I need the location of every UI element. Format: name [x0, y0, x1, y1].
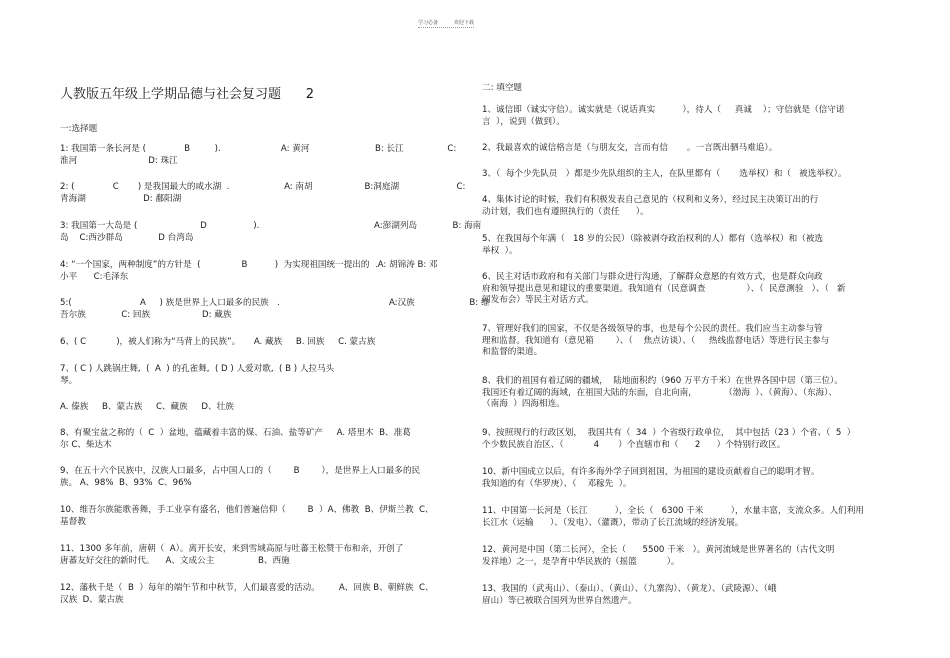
fill-question-3: 3、（ 每个少先队员 ）都是少先队组织的主人，在队里都有（ 选举权）和（ 被选举权）。: [482, 169, 847, 179]
choice-question-1: 1: 我国第一条长河是 ( B ). A: 黄河 B: 长江 C: 淮河 D: 珠江: [60, 144, 457, 166]
choice-question-6: 6、( C )，被人们称为“马背上的民族”。 A. 藏族 B. 回族 C. 蒙古族: [60, 337, 376, 347]
fill-question-13: 13、我国的（武夷山）、（泰山）、（黄山）、（九寨沟）、（黄龙）、（武陵源）、（峨 眉山）等已被联合国列为世界自然遗产。: [482, 584, 777, 606]
fill-question-1: 1、诚信即（诚实守信）。诚实就是（说话真实 ），待人（ 真诚 ）；守信就是（信守诺 言 ），说到（做到）。: [482, 105, 845, 127]
choice-question-3: 3: 我国第一大岛是 ( D ). A:澎湖列岛 B: 海南 岛 C:西沙群岛 D 台湾岛: [60, 221, 482, 243]
fill-question-12: 12、黄河是中国（第二长河），全长（ 5500 千米 ）。黄河流域是世界著名的（古代文明 发祥地）之一，是孕育中华民族的（摇篮 ）。: [482, 545, 835, 567]
choice-question-10: 10、维吾尔族能歌善舞，手工业享有盛名，他们普遍信仰（ B ）A、佛教 B、伊斯兰教 C、 基督教: [60, 505, 434, 527]
choice-question-8: 8、有聚宝盆之称的（ C ）盆地，蕴藏着丰富的煤、石油、盐等矿产 A. 塔里木 B、准葛 尔 C、柴达木: [60, 428, 411, 450]
choice-question-9: 9、在五十六个民族中，汉族人口最多，占中国人口的（ B ），是世界上人口最多的民 族。 A、98% B、93% C、96%: [60, 466, 421, 488]
fill-question-6: 6、民主对话市政府和有关部门与群众进行沟通，了解群众意愿的有效方式，也是群众向政 府和领导提出意见和建议的重要渠道。我知道有（民意调查 ）、（ 民意测验 ）、（ 新 闻发布会）等民主对话方式。: [482, 272, 846, 306]
section-choice-heading: 一:选择题: [60, 124, 98, 134]
choice-question-4: 4: “一个国家，两种制度”的方针是 ( B ) 为实现祖国统一提出的 .A: 胡锦涛 B: 邓 小平 C:毛泽东: [60, 260, 438, 282]
fill-question-8: 8、我们的祖国有着辽阔的疆域， 陆地面积约（960 万平方千米）在世界各国中居（第三位）。 我国还有着辽阔的海域，在祖国大陆的东面，自北向南， （渤海 ）、（黄海）、（东海）、 （南海 ）四海相连。: [482, 376, 843, 410]
fill-question-4: 4、集体讨论的时候，我们有积极发表自己意见的（权利和义务），经过民主决策订出的行 动计划，我们也有遵照执行的（责任 ）。: [482, 195, 819, 217]
choice-question-5: 5:( A ) 族是世界上人口最多的民族 . A:汉族 B: 维 吾尔族 C: 回族 D: 藏族: [60, 298, 490, 320]
fill-question-11: 11、中国第一长河是（长江 ），全长（ 6300 千米 ），水量丰富，支流众多。人们利用 长江水（运输 ）、（发电）、（灌溉），带动了长江流域的经济发展。: [482, 506, 864, 528]
choice-question-12: 12、藩秋千是（ B ）每年的端午节和中秋节，人们最喜爱的活动。 A、回族 B、朝鲜族 C、 汉族 D、蒙古族: [60, 583, 434, 605]
fill-question-7: 7、管理好我们的国家，不仅是各级领导的事，也是每个公民的责任。我们应当主动参与管 理和监督。我知道有（意见箱 ）、（ 焦点访谈）、（ 热线监督电话）等进行民主参与 和监督的渠道。: [482, 324, 830, 358]
page-title: 人教版五年级上学期品德与社会复习题 2: [60, 87, 315, 102]
choice-question-7-options: A. 傣族 B、蒙古族 C、藏族 D、壮族: [60, 402, 234, 412]
choice-question-2: 2: ( C ) 是我国最大的咸水湖 . A: 南胡 B:洞庭湖 C: 青海湖 D: 鄱阳湖: [60, 182, 466, 204]
choice-question-7: 7、( C ) 人跳锅庄舞, ( A ) 的孔雀舞, ( D ) 人爱对歌, ( B ) 人拉马头 琴。: [60, 364, 335, 386]
fill-question-5: 5、在我国每个年满（ 18 岁的公民）（除被剥夺政治权利的人）都有（选举权）和（被选 举权 ）。: [482, 234, 824, 256]
fill-question-9: 9、按照现行的行政区划， 我国共有（ 34 ）个省级行政单位， 其中包括（23 ）个省、（ 5 ） 个少数民族自治区、（ 4 ）个直辖市和（ 2 ）个特别行政区。: [482, 428, 856, 450]
fill-question-2: 2、我最喜欢的诚信格言是（与朋友交，言而有信 。一言既出驷马难追）。: [482, 143, 778, 153]
choice-question-11: 11、1300 多年前，唐朝（ A）。离开长安，来到雪域高原与吐蕃王松赞干布和亲，开创了 唐蕃友好交往的新时代。 A、文成公主 B、西施: [60, 544, 404, 566]
section-fill-heading: 二: 填空题: [482, 83, 523, 93]
fill-question-10: 10、新中国成立以后，有许多海外学子回到祖国，为祖国的建设贡献着自己的聪明才智。 我知道的有（华罗庚）、（ 邓稼先 ）。: [482, 467, 820, 489]
page-header: 学习必备 欢迎下载: [418, 20, 474, 26]
